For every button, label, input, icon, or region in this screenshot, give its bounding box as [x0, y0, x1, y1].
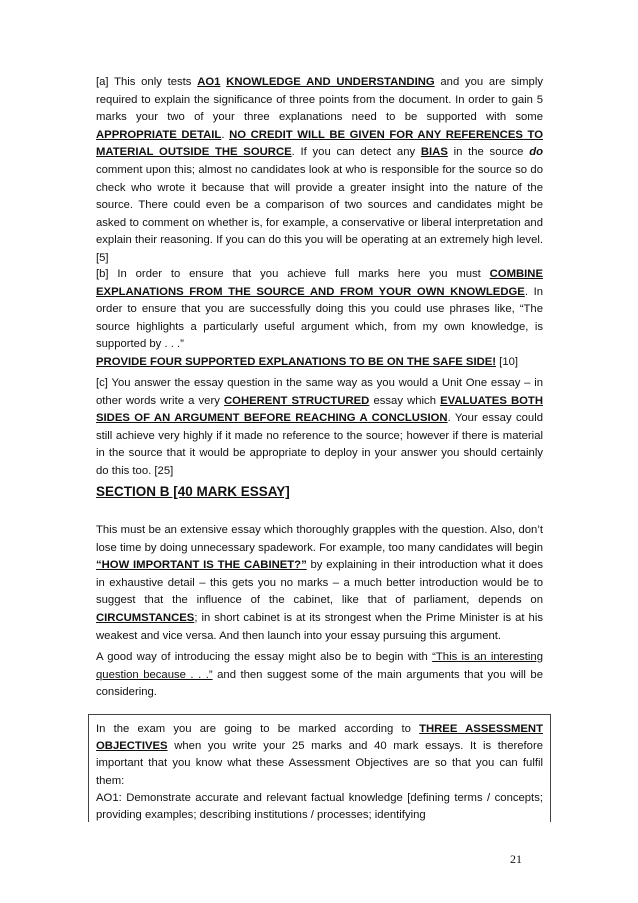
para-e-text: A good way of introducing the essay might also be to begin with	[96, 651, 433, 663]
cabinet-question: “HOW IMPORTANT IS THE CABINET?”	[96, 559, 307, 572]
para-a-text-2: and you are simply required to explain the significance of three points from the document. In order to gain 5 marks your two of your three explanations need to be supported with some	[96, 76, 543, 124]
ao1-term: AO1	[197, 76, 221, 88]
coherent-structured-term: COHERENT STRUCTURED	[224, 394, 370, 407]
circumstances-term: CIRCUMSTANCES	[96, 611, 195, 624]
assessment-objectives-box	[88, 714, 551, 822]
ao1-definition: AO1: Demonstrate accurate and relevant factual knowledge [defining terms / concepts; providing examples; describing institutions / processes; identifying	[96, 791, 543, 822]
do-emphasis: do	[529, 146, 544, 159]
para-a-text-4: . If you can detect any	[291, 146, 421, 159]
para-a-text-3: .	[221, 128, 230, 141]
interesting-question-phrase: “This is an interesting question because . . .”	[96, 651, 543, 681]
paragraph-a	[96, 74, 543, 268]
appropriate-detail-term: APPROPRIATE DETAIL	[96, 128, 222, 141]
para-e-text-2: and then suggest some of the main arguments that you will be considering.	[96, 668, 543, 699]
evaluates-both-sides-term: EVALUATES BOTH SIDES OF AN ARGUMENT BEFORE REACHING A CONCLUSION	[96, 394, 543, 425]
para-a-text: [a] This only tests	[96, 76, 198, 88]
objectives-term: OBJECTIVES	[96, 740, 168, 753]
paragraph-e	[96, 649, 543, 702]
page-number: 21	[510, 852, 522, 866]
para-b-text-2: . In order to ensure that you are successfully doing this you could use phrases like, “The source highlights a particularly useful argument which, from my own knowledge, is supported by . . .”	[96, 285, 543, 351]
combine-explanations-term: COMBINE EXPLANATIONS FROM THE SOURCE AND FROM YOUR OWN KNOWLEDGE	[96, 268, 543, 298]
para-c-text-2: essay which	[369, 394, 441, 407]
para-c-text: [c] You answer the essay question in the same way as you would a Unit One essay – in other words write a very	[96, 377, 543, 407]
box-text: In the exam you are going to be marked according to	[96, 723, 420, 735]
para-d-text-2: by explaining in their introduction what it does in exhaustive detail – this gets you no marks – a much better introduction would be to suggest that the influence of the cabinet, like that of parliament, depends on	[96, 559, 543, 607]
paragraph-b	[96, 266, 543, 372]
para-c-text-3: . Your essay could still achieve very highly if it made no reference to the source; however if there is material in the source that it would be appropriate to deploy in your answer you should certainly do this too. [25]	[96, 412, 543, 477]
para-a-text-5: in the source	[447, 146, 530, 159]
para-d-text-3: ; in short cabinet is at its strongest when the Prime Minister is at his weakest and vice versa. And then launch into your essay pursuing this argument.	[96, 611, 543, 642]
knowledge-understanding-term: KNOWLEDGE AND UNDERSTANDING	[226, 76, 435, 88]
section-b-heading: SECTION B [40 MARK ESSAY]	[96, 484, 290, 499]
para-b-text: [b] In order to ensure that you achieve full marks here you must	[96, 268, 490, 280]
para-b-marks: [10]	[496, 355, 519, 368]
paragraph-d	[96, 522, 543, 645]
box-text-2: when you write your 25 marks and 40 mark essays. It is therefore important that you know what these Assessment Objectives are so that you can fulfil them:	[96, 740, 543, 787]
safe-side-instruction: PROVIDE FOUR SUPPORTED EXPLANATIONS TO BE ON THE SAFE SIDE!	[96, 355, 497, 368]
three-assessment-term: THREE ASSESSMENT	[419, 723, 543, 735]
para-a-text-6: comment upon this; almost no candidates look at who is responsible for the source so do check who wrote it because that will provide a greater insight into the nature of the source. There could even be a comparison of two sources and candidates might be asked to comment on whether is, for example, a conservative or liberal interpretation and explain their reasoning. If you can do this you will be operating at an extremely high level. [5]	[96, 163, 543, 264]
paragraph-c	[96, 375, 543, 481]
para-d-text: This must be an extensive essay which thoroughly grapples with the question. Also, don’t lose time by doing unnecessary spadework. For example, too many candidates will begin	[96, 524, 543, 554]
bias-term: BIAS	[420, 146, 448, 159]
no-credit-warning: NO CREDIT WILL BE GIVEN FOR ANY REFERENCES TO MATERIAL OUTSIDE THE SOURCE	[96, 128, 543, 159]
